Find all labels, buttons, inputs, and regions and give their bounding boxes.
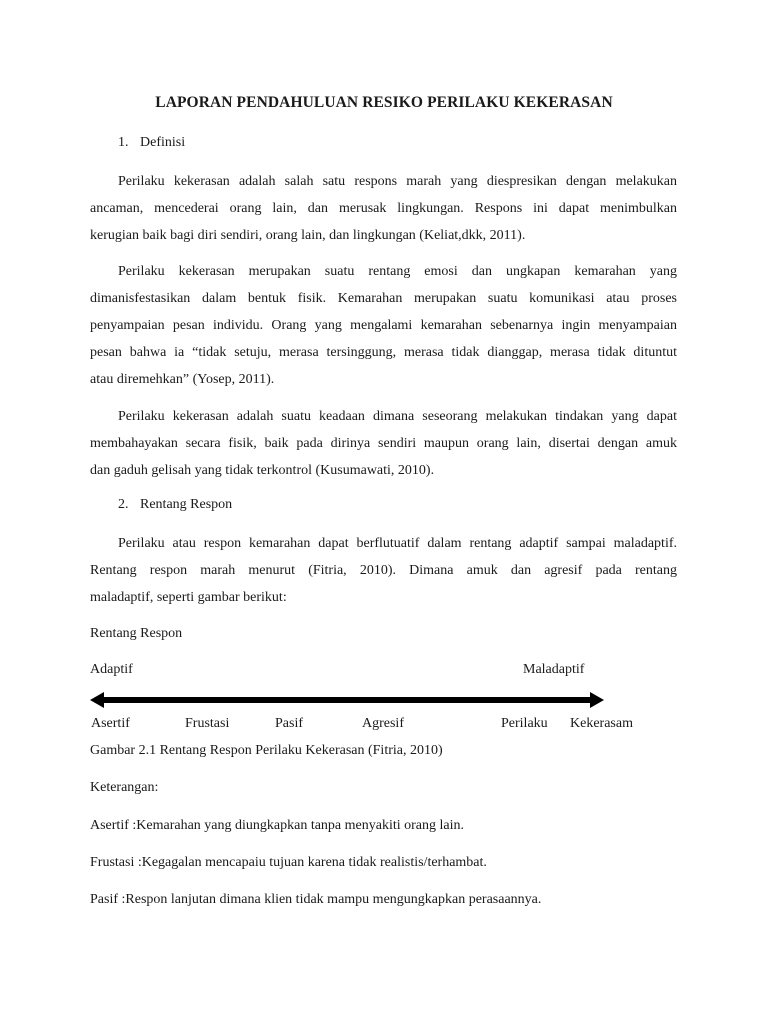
note-item: Frustasi :Kegagalan mencapaiu tujuan karena tidak realistis/terhambat. bbox=[90, 855, 487, 870]
section-title: Definisi bbox=[140, 135, 186, 150]
paragraph-line: dan gaduh gelisah yang tidak terkontrol (Kusumawati, 2010). bbox=[90, 463, 435, 478]
double-headed-arrow-icon bbox=[90, 690, 604, 710]
section-number: 1. bbox=[118, 135, 129, 150]
section-heading-rentang-respon bbox=[118, 497, 232, 513]
paragraph-line: Perilaku kekerasan adalah salah satu respons marah yang diespresikan dengan melakukan bbox=[118, 174, 677, 189]
scale-tick-label: Asertif bbox=[91, 716, 130, 731]
paragraph bbox=[90, 530, 677, 611]
scale-tick-label: Perilaku bbox=[501, 716, 548, 731]
paragraph-line: membahayakan secara fisik, baik pada dirinya sendiri maupun orang lain, disertai dengan amuk bbox=[90, 436, 677, 451]
paragraph-line: atau diremehkan” (Yosep, 2011). bbox=[90, 372, 275, 387]
notes-heading: Keterangan: bbox=[90, 780, 159, 795]
paragraph bbox=[90, 403, 677, 484]
section-number: 2. bbox=[118, 497, 129, 512]
scale-tick-label: Frustasi bbox=[185, 716, 230, 731]
paragraph-line: penyampaian pesan individu. Orang yang mengalami kemarahan sebenarnya ingin menyampaian bbox=[90, 318, 677, 333]
scale-tick-label: Kekerasam bbox=[570, 716, 633, 731]
paragraph-line: maladaptif, seperti gambar berikut: bbox=[90, 590, 287, 605]
document-title: LAPORAN PENDAHULUAN RESIKO PERILAKU KEKERASAN bbox=[155, 94, 613, 111]
note-item: Pasif :Respon lanjutan dimana klien tidak mampu mengungkapkan perasaannya. bbox=[90, 892, 542, 907]
section-heading-definisi bbox=[118, 135, 185, 151]
scale-right-label: Maladaptif bbox=[523, 662, 585, 677]
paragraph-line: kerugian baik bagi diri sendiri, orang lain, dan lingkungan (Keliat,dkk, 2011). bbox=[90, 228, 526, 243]
paragraph bbox=[90, 258, 677, 393]
section-title: Rentang Respon bbox=[140, 497, 233, 512]
scale-tick-label: Pasif bbox=[275, 716, 303, 731]
figure-caption: Gambar 2.1 Rentang Respon Perilaku Kekerasan (Fitria, 2010) bbox=[90, 743, 443, 758]
scale-tick-label: Agresif bbox=[362, 716, 404, 731]
paragraph-line: Perilaku kekerasan adalah suatu keadaan dimana seseorang melakukan tindakan yang dapat bbox=[118, 409, 677, 424]
paragraph-line: ancaman, mencederai orang lain, dan merusak lingkungan. Respons ini dapat menimbulkan bbox=[90, 201, 677, 216]
paragraph bbox=[90, 168, 677, 249]
paragraph-line: Rentang respon marah menurut (Fitria, 2010). Dimana amuk dan agresif pada rentang bbox=[90, 563, 677, 578]
paragraph-line: Perilaku atau respon kemarahan dapat berflutuatif dalam rentang adaptif sampai maladaptif. bbox=[118, 536, 677, 551]
scale-left-label: Adaptif bbox=[90, 662, 133, 677]
paragraph-line: pesan bahwa ia “tidak setuju, merasa tersinggung, merasa tidak dianggap, merasa tidak dituntut bbox=[90, 345, 677, 360]
note-item: Asertif :Kemarahan yang diungkapkan tanpa menyakiti orang lain. bbox=[90, 818, 464, 833]
paragraph-line: dimanisfestasikan dalam bentuk fisik. Kemarahan merupakan suatu komunikasi atau proses bbox=[90, 291, 677, 306]
figure-label: Rentang Respon bbox=[90, 626, 183, 641]
paragraph-line: Perilaku kekerasan merupakan suatu rentang emosi dan ungkapan kemarahan yang bbox=[118, 264, 677, 279]
